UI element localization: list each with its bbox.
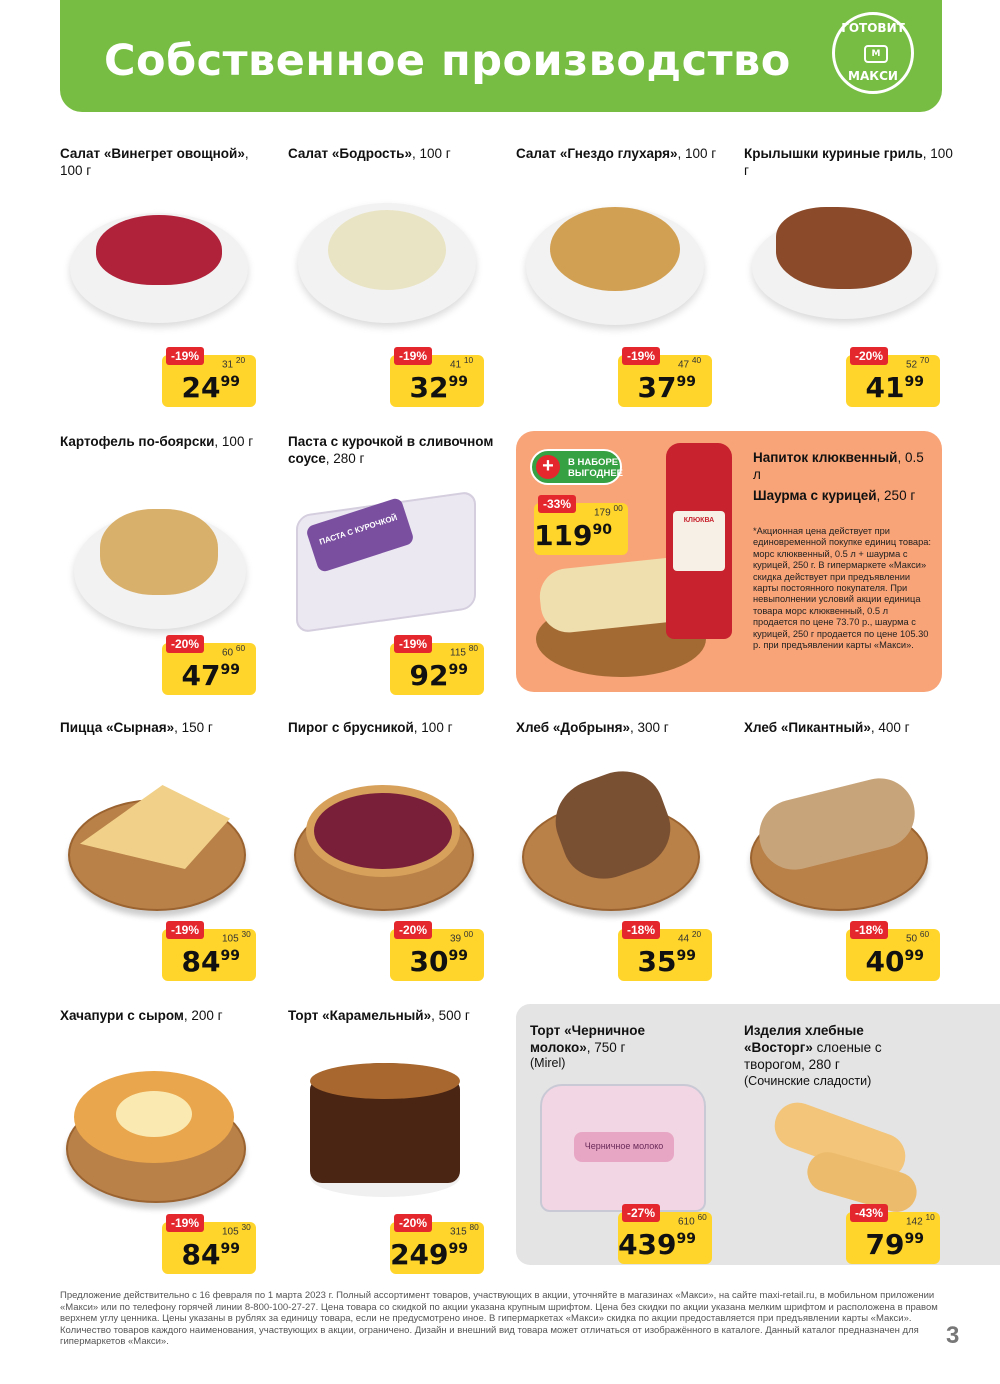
price-tag: -20% 39 $^{00}$ $30^{99}$ [390,929,484,981]
bottle-label: КЛЮКВА [673,511,725,571]
product-card[interactable] [288,433,498,698]
product-title: Салат «Гнездо глухаря», 100 г [516,146,717,161]
price-tag: -19% 41 $^{10}$ $32^{99}$ [390,355,484,407]
cake-top-image [310,1063,460,1099]
discount-badge: -19% [166,347,204,365]
promo-note: *Акционная цена действует при единовременной покупке единиц товара: морс клюквенный, 0.5 л + шаурма с курицей, 250 г. В гипермаркете «Макси» скидка действует при предъявлении карты постоянного покупателя. При невыполнении условий акции единица товара морс клюквенный, 0.5 л продается по цене 73.70 р., шаурма с курицей, 250 г продается по цене 105.30 р. при предъявлении карты «Макси». [753,526,932,651]
price-tag: -18% 44 $^{20}$ $35^{99}$ [618,929,712,981]
price-tag: -20% 52 $^{70}$ $41^{99}$ [846,355,940,407]
product-card[interactable] [60,1007,270,1272]
cheese-image [116,1091,192,1137]
price-tag: -19% 115 $^{80}$ $92^{99}$ [390,643,484,695]
pie-image [306,785,460,877]
product-card[interactable] [530,1022,740,1262]
product-card[interactable] [60,433,270,698]
plus-icon: + [536,455,560,479]
product-title: Торт «Черничное молоко», 750 г [530,1023,646,1055]
product-title: Салат «Бодрость», 100 г [288,146,451,161]
product-card[interactable] [516,145,726,410]
product-card[interactable] [60,145,270,410]
price-tag: -20% 60 $^{60}$ $47^{99}$ [162,643,256,695]
product-card[interactable] [60,719,270,984]
product-title: Пицца «Сырная», 150 г [60,720,213,735]
brand-label: (Сочинские сладости) [744,1074,872,1088]
current-price: $24^{99}$ [181,371,240,404]
legal-footer: Предложение действительно с 16 февраля по 1 марта 2023 г. Полный ассортимент товаров, участвующих в акции, уточняйте в магазинах «Макси», на сайте maxi-retail.ru, в мобильном приложении «Макси» или по телефону горячей линии 8-800-100-27-27. Цена товара со скидкой по акции указана крупным шрифтом. Цена без скидки по акции указана мелким шрифтом и расположена в правом верхнем углу ценника. Цены указаны в рублях за единицу товара, если не предусмотрено иное. В гипермаркетах «Макси» скидка по акции предоставляется при предъявлении карты «Макси». Количество товаров каждого наименования, участвующих в акции, ограничено. Дизайн и внешний вид товара может отличаться от изображённого в каталоге. Данный каталог предназначен для гипермаркетов «Макси». [60,1290,938,1348]
product-title: Хачапури с сыром, 200 г [60,1008,223,1023]
product-card[interactable] [744,719,954,984]
product-title: Картофель по-боярски, 100 г [60,434,254,449]
vinegret-image [96,215,222,285]
cake-box-label: Черничное молоко [574,1132,674,1162]
product-title: Крылышки куриные гриль, 100 г [744,146,953,178]
product-card[interactable] [288,145,498,410]
brand-logo-icon: ГОТОВИТ М МАКСИ [832,12,914,94]
price-tag: -19% 105 $^{30}$ $84^{99}$ [162,929,256,981]
page-title: Собственное производство [104,36,791,86]
product-title: Пирог с брусникой, 100 г [288,720,453,735]
potato-image [100,509,218,595]
price-tag: -19% 47 $^{40}$ $37^{99}$ [618,355,712,407]
price-tag: -20% 315 $^{80}$ $249^{99}$ [390,1222,484,1274]
price-tag [162,349,256,407]
product-title: Торт «Карамельный», 500 г [288,1008,470,1023]
product-card[interactable] [516,719,726,984]
salad-image [550,207,680,291]
chicken-wings-image [776,207,912,289]
promo-set-card[interactable] [516,431,942,692]
product-title: Изделия хлебные «Восторг» слоеные с творогом, 280 г [744,1023,882,1072]
product-title: Паста с курочкой в сливочном соусе, 280 г [288,434,494,466]
pack-label: ПАСТА С КУРОЧКОЙ [305,497,415,574]
price-tag: -33% 179 $^{00}$ $119^{90}$ [534,503,628,555]
product-card[interactable] [744,1022,954,1262]
product-title: Хлеб «Добрыня», 300 г [516,720,669,735]
brand-label: (Mirel) [530,1056,566,1070]
product-card[interactable] [744,145,954,410]
promo-item1-title: Напиток клюквенный, 0.5 л [753,450,924,482]
product-title: Салат «Винегрет овощной», 100 г [60,146,249,178]
product-card[interactable] [288,1007,498,1272]
promo-item2-title: Шаурма с курицей, 250 г [753,488,916,503]
set-badge: + В НАБОРЕ ВЫГОДНЕЕ [530,449,622,485]
salad-image [328,210,446,290]
price-tag: -27% 610 $^{60}$ $439^{99}$ [618,1212,712,1264]
old-price: 31 $^{20}$ [222,355,246,371]
page-number: 3 [946,1322,960,1349]
product-card[interactable] [288,719,498,984]
product-title: Хлеб «Пикантный», 400 г [744,720,910,735]
price-tag: -19% 105 $^{30}$ $84^{99}$ [162,1222,256,1274]
header-banner [60,0,942,112]
price-tag: -18% 50 $^{60}$ $40^{99}$ [846,929,940,981]
price-tag: -43% 142 $^{10}$ $79^{99}$ [846,1212,940,1264]
